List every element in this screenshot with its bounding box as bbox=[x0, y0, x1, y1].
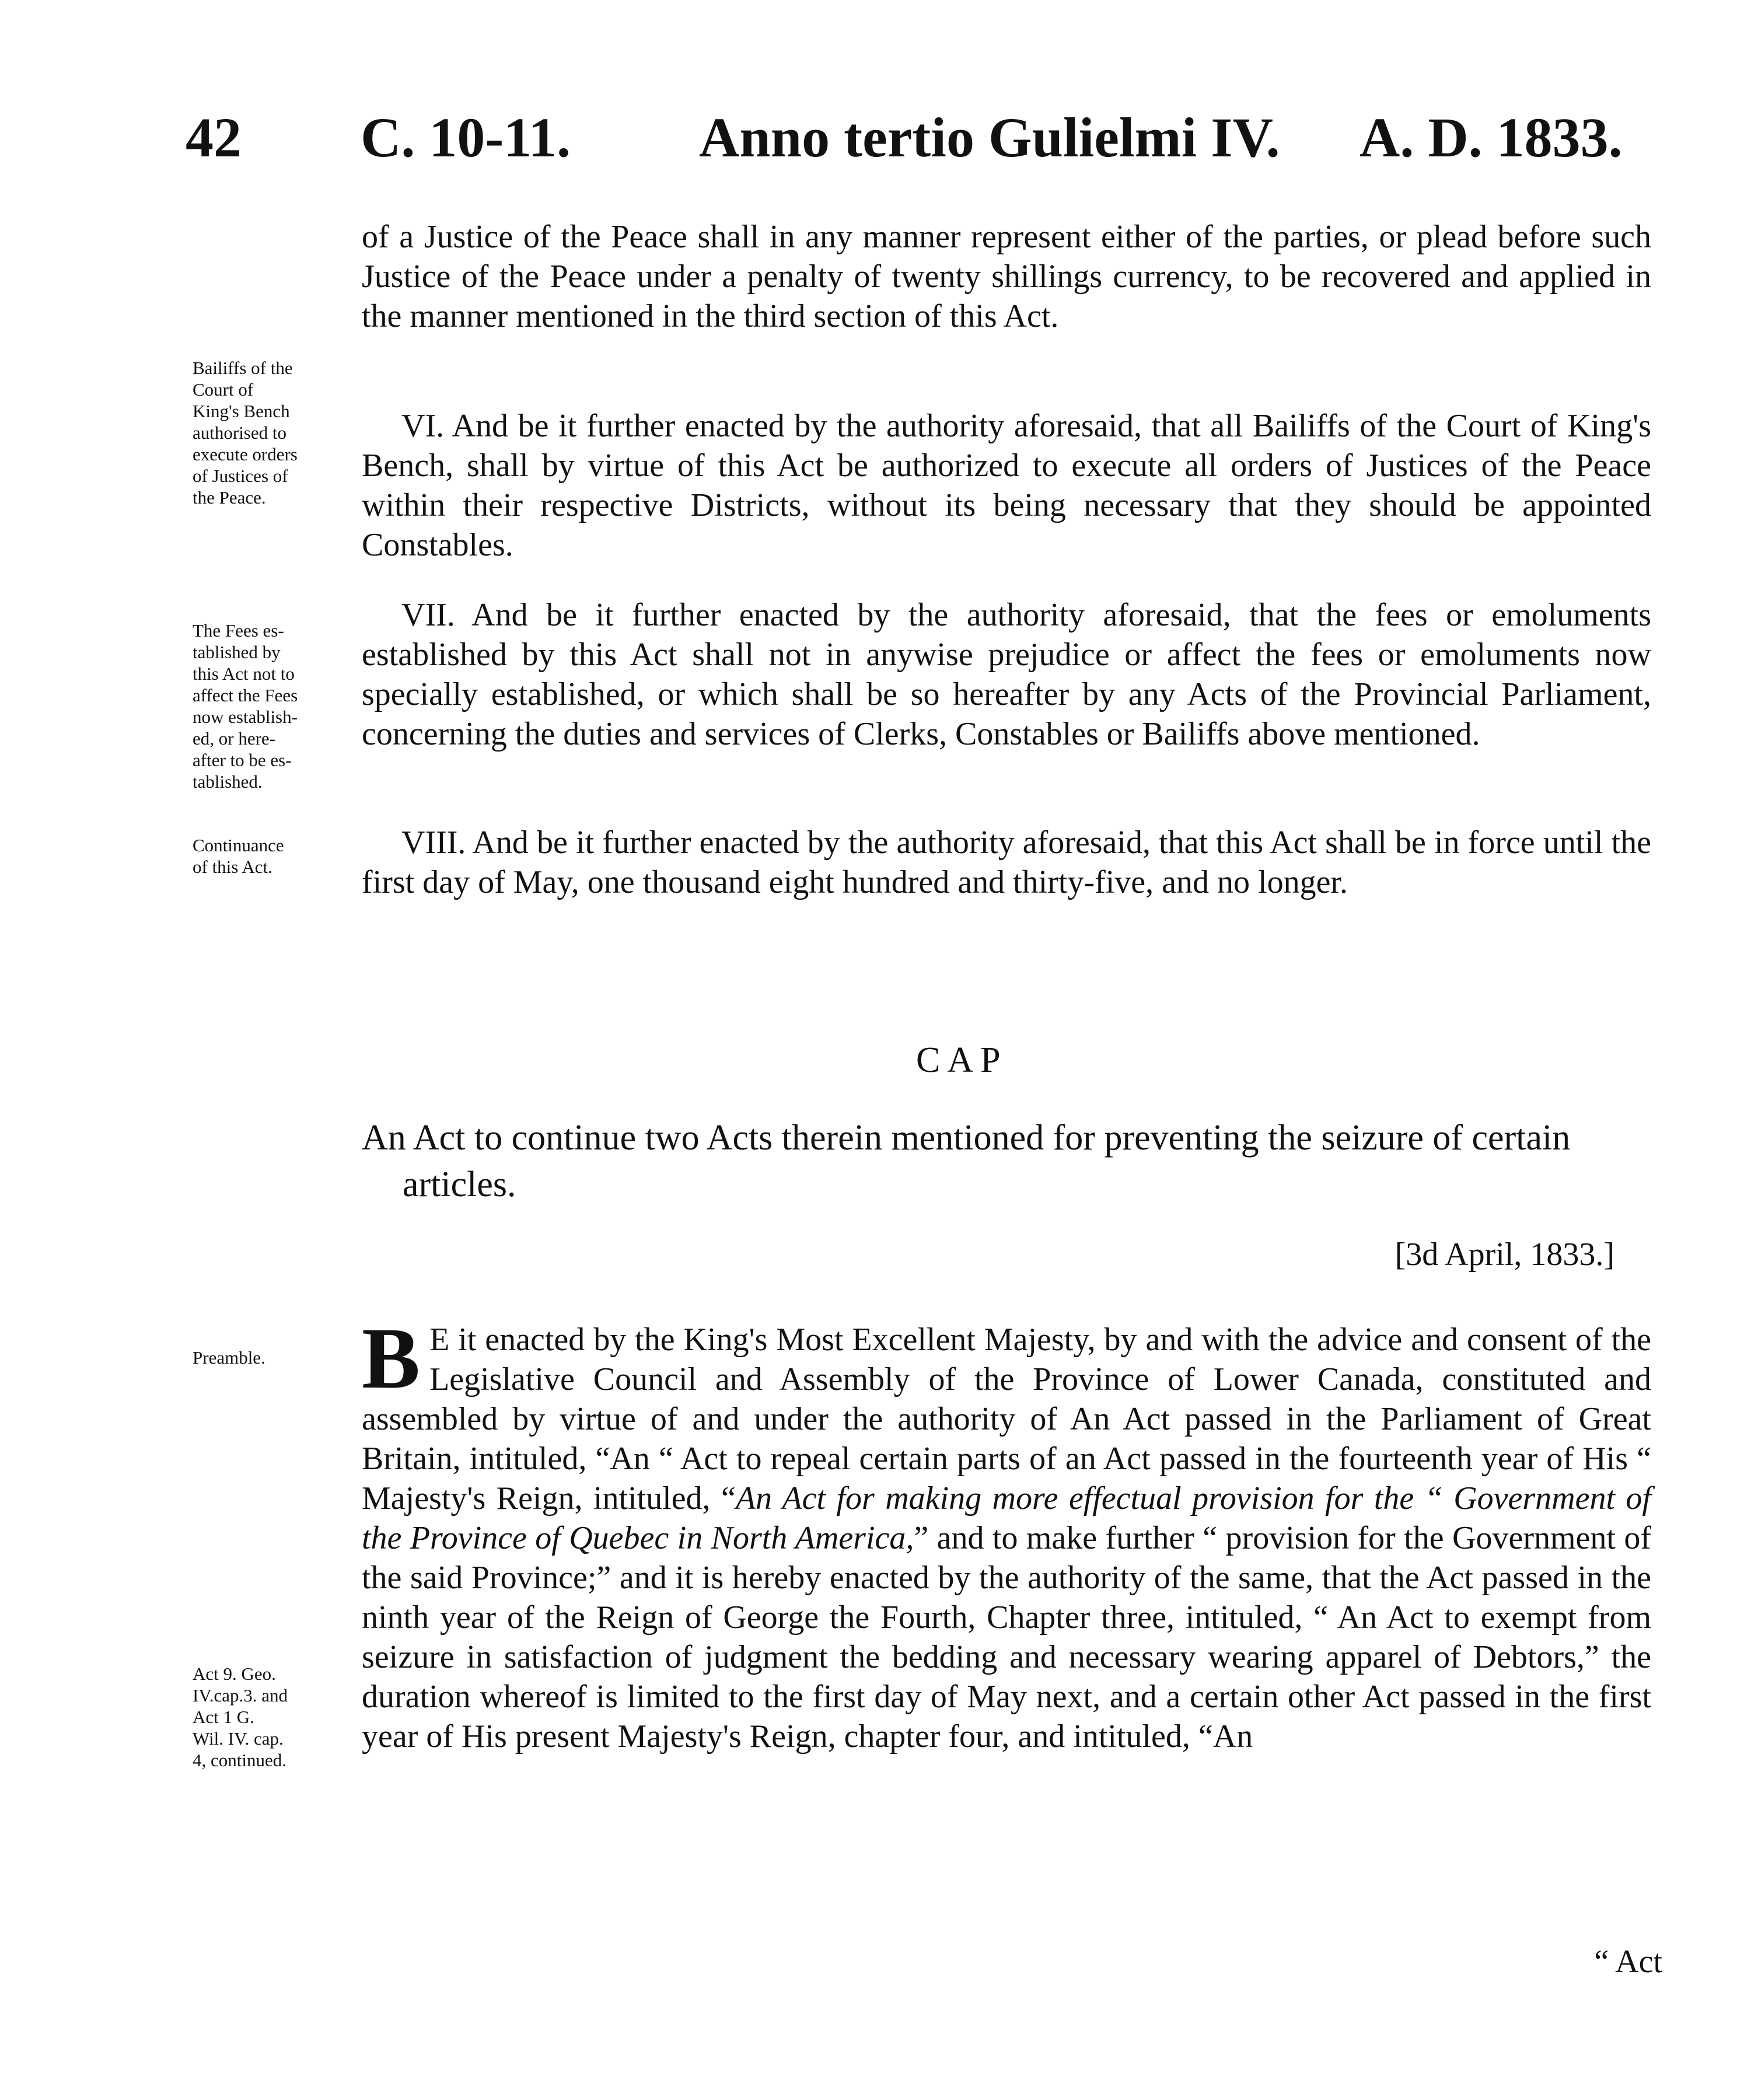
preamble-part-2: ” and to make further “ provision for the Government of the said Province;” and it is hereby enacted by the authority of the same, that the Act passed in the ninth year of the Reign of George the Fourth, Chapter three, intituled, “ An Act to exempt from seizure in satisfaction of judgment the bedding and necessary wearing apparel of Debtors,” the duration whereof is limited to the first day of May next, and a certain other Act passed in the first year of His present Majesty's Reign, chapter four, and intituled, “An bbox=[362, 1520, 1651, 1755]
section-continuation-text: of a Justice of the Peace shall in any manner represent either of the parties, or plead before such Justice of the Peace under a penalty of twenty shillings currency, to be recovered and applied in the manner mentioned in the third section of this Act. bbox=[362, 219, 1651, 334]
section-continuation bbox=[362, 217, 1651, 336]
margin-note-acts-continued: Act 9. Geo. IV.cap.3. and Act 1 G. Wil. IV. cap. 4, continued. bbox=[193, 1664, 288, 1770]
margin-note-continuance: Continuance of this Act. bbox=[193, 835, 284, 877]
preamble-paragraph bbox=[362, 1310, 1651, 1756]
chapter-ref: C. 10-11. bbox=[361, 106, 571, 169]
preamble-italic-title: An Act for making more effectual provision for the “ Government of the Province of Quebec in North America, bbox=[362, 1480, 1651, 1556]
cap-heading: CAP bbox=[916, 1040, 1008, 1080]
preamble-part-1: E it enacted by the King's Most Excellent Majesty, by and with the advice and consent of the Legislative Council and Assembly of the Province of Lower Canada, constituted and assembled by virtue of and under the authority of An Act passed in the Parliament of Great Britain, intituled, “An “ Act to repeal certain parts of an Act passed in the fourteenth year of His “ Majesty's Reign, intituled, “ bbox=[362, 1322, 1651, 1517]
margin-note-fees: The Fees es- tablished by this Act not to affect the Fees now establish- ed, or here- after to be es- tablished. bbox=[193, 620, 298, 792]
section-viii-text: VIII. And be it further enacted by the authority aforesaid, that this Act shall be in force until the first day of May, one thousand eight hundred and thirty-five, and no longer. bbox=[362, 824, 1651, 900]
act-title: An Act to continue two Acts therein mentioned for preventing the seizure of certain articles. bbox=[362, 1118, 1571, 1204]
margin-note-bailiffs: Bailiffs of the Court of King's Bench authorised to execute orders of Justices of the Peace. bbox=[193, 358, 298, 508]
section-vi-text: VI. And be it further enacted by the authority aforesaid, that all Bailiffs of the Court of King's Bench, shall by virtue of this Act be authorized to execute all orders of Justices of the Peace within their respective Districts, without its being necessary that they should be appointed Constables. bbox=[362, 408, 1651, 563]
year-heading: A. D. 1833. bbox=[1359, 106, 1623, 169]
section-vii-text: VII. And be it further enacted by the authority aforesaid, that the fees or emoluments established by this Act shall not in anywise prejudice or affect the fees or emoluments now specially established, or which shall be so hereafter by any Acts of the Provincial Parliament, concerning the duties and services of Clerks, Constables or Bailiffs above mentioned. bbox=[362, 597, 1651, 752]
drop-cap-initial: B bbox=[362, 1310, 421, 1407]
margin-note-preamble: Preamble. bbox=[193, 1347, 265, 1368]
section-viii bbox=[362, 823, 1651, 902]
regnal-title: Anno tertio Gulielmi IV. bbox=[699, 106, 1280, 169]
section-vi bbox=[362, 406, 1651, 565]
assent-date: [3d April, 1833.] bbox=[1395, 1236, 1614, 1273]
section-vii bbox=[362, 595, 1651, 754]
catchword: “ Act bbox=[1594, 1944, 1662, 1980]
page-number: 42 bbox=[186, 106, 242, 169]
preamble-text bbox=[362, 1310, 1651, 1756]
